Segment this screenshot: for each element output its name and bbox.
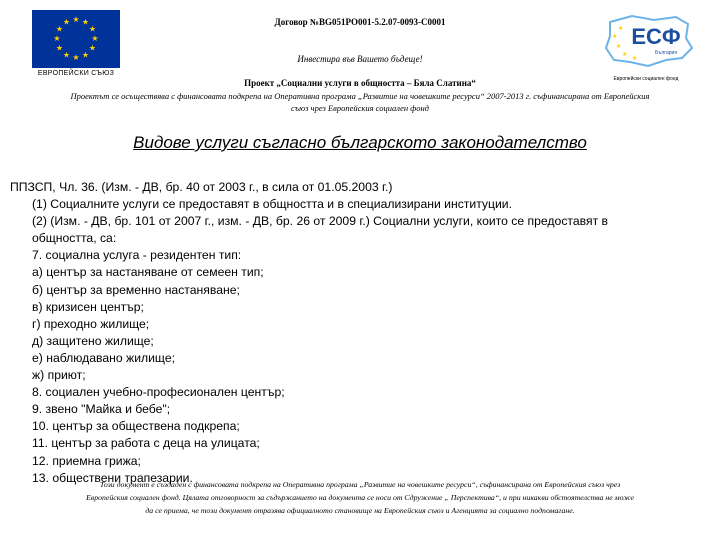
body-line: б) център за временно настаняване; [32, 282, 240, 297]
contract-number: Договор №BG051PO001-5.2.07-0093-C0001 [274, 17, 446, 27]
body-line: 12. приемна грижа; [32, 453, 141, 468]
eu-flag-icon [32, 10, 120, 68]
svg-text:★: ★ [632, 55, 638, 62]
body-line: 9. звено "Майка и бебе"; [32, 402, 171, 417]
body-line: в) кризисен център; [32, 299, 144, 314]
body-line: 11. център за работа с деца на улицата; [32, 436, 260, 451]
body-line: (2) (Изм. - ДВ, бр. 101 от 2007 г., изм. - ДВ, бр. 26 от 2009 г.) Социални услуги, които се предоставят в [32, 214, 609, 229]
footer-line: Този документ е създаден с финансовата подкрепа на Оперативна програма „Развитие на човешките ресурси“, съфинансирана от Европейския съюз чрез [99, 480, 621, 489]
svg-text:★: ★ [622, 51, 628, 58]
svg-text:★: ★ [88, 43, 97, 53]
disclaimer-footer [6, 478, 714, 517]
funding-line: съюз чрез Европейския социален фонд [291, 103, 429, 113]
body-line: ППЗСП, Чл. 36. (Изм. - ДВ, бр. 40 от 2003 г., в сила от 01.05.2003 г.) [10, 180, 393, 194]
svg-text:★: ★ [81, 17, 90, 27]
bulgaria-map-icon [596, 8, 696, 74]
body-line: а) център за настаняване от семеен тип; [32, 265, 264, 280]
svg-text:★: ★ [62, 17, 71, 27]
body-line: е) наблюдавано жилище; [32, 350, 175, 365]
eu-caption: ЕВРОПЕЙСКИ СЪЮЗ [37, 70, 115, 77]
svg-text:★: ★ [88, 24, 97, 34]
body-line: г) преходно жилище; [32, 316, 150, 331]
body-line: 8. социален учебно-професионален център; [32, 385, 285, 400]
svg-text:★: ★ [55, 43, 64, 53]
esf-country: България [654, 50, 678, 56]
body-line: (1) Социалните услуги се предоставят в общността и в специализирани институции. [32, 197, 512, 212]
esf-wordmark: ЕСФ [631, 24, 681, 49]
body-line: общността, са: [32, 231, 117, 246]
body-line: 10. център за обществена подкрепа; [32, 419, 240, 434]
body-line: 7. социална услуга - резидентен тип: [32, 248, 242, 263]
body-line: ж) приют; [32, 368, 86, 383]
svg-text:★: ★ [62, 50, 71, 60]
footer-line: Европейския социален фонд. Цялата отговорност за съдържанието на документа се носи от Сдружение „ Перспектива“, и при никакви обстоятелства не може [86, 493, 634, 502]
body-text [10, 179, 716, 487]
page-title: Видове услуги съгласно българското законодателство [133, 133, 587, 152]
funding-statement [10, 90, 710, 114]
esf-caption: Европейски социален фонд [613, 76, 679, 82]
slogan: Инвестира във Вашето бъдеще! [297, 54, 423, 64]
svg-text:★: ★ [612, 33, 618, 40]
footer-line: да се приема, че този документ отразява официалното становище на Европейския съюз и Агенцията за социално подпомагане. [145, 506, 575, 515]
svg-text:★: ★ [91, 34, 99, 43]
svg-text:★: ★ [55, 24, 64, 34]
funding-line: Проектът се осъществява с финансовата подкрепа на Оперативна програма „Развитие на човешките ресурси“ 2007-2013 г. съфинансирана от Европейския [70, 91, 650, 101]
eu-logo [28, 10, 124, 82]
body-line: д) защитено жилище; [32, 333, 154, 348]
esf-logo [596, 8, 696, 86]
svg-text:★: ★ [618, 25, 624, 32]
body-line: 13. обществени трапезарии. [32, 470, 193, 485]
svg-text:★: ★ [616, 43, 622, 50]
project-name: Проект „Социални услуги в общността – Бяла Слатина“ [244, 78, 476, 88]
svg-text:★: ★ [72, 15, 80, 24]
svg-text:★: ★ [81, 50, 90, 60]
svg-text:★: ★ [72, 53, 80, 62]
svg-text:★: ★ [53, 34, 61, 43]
